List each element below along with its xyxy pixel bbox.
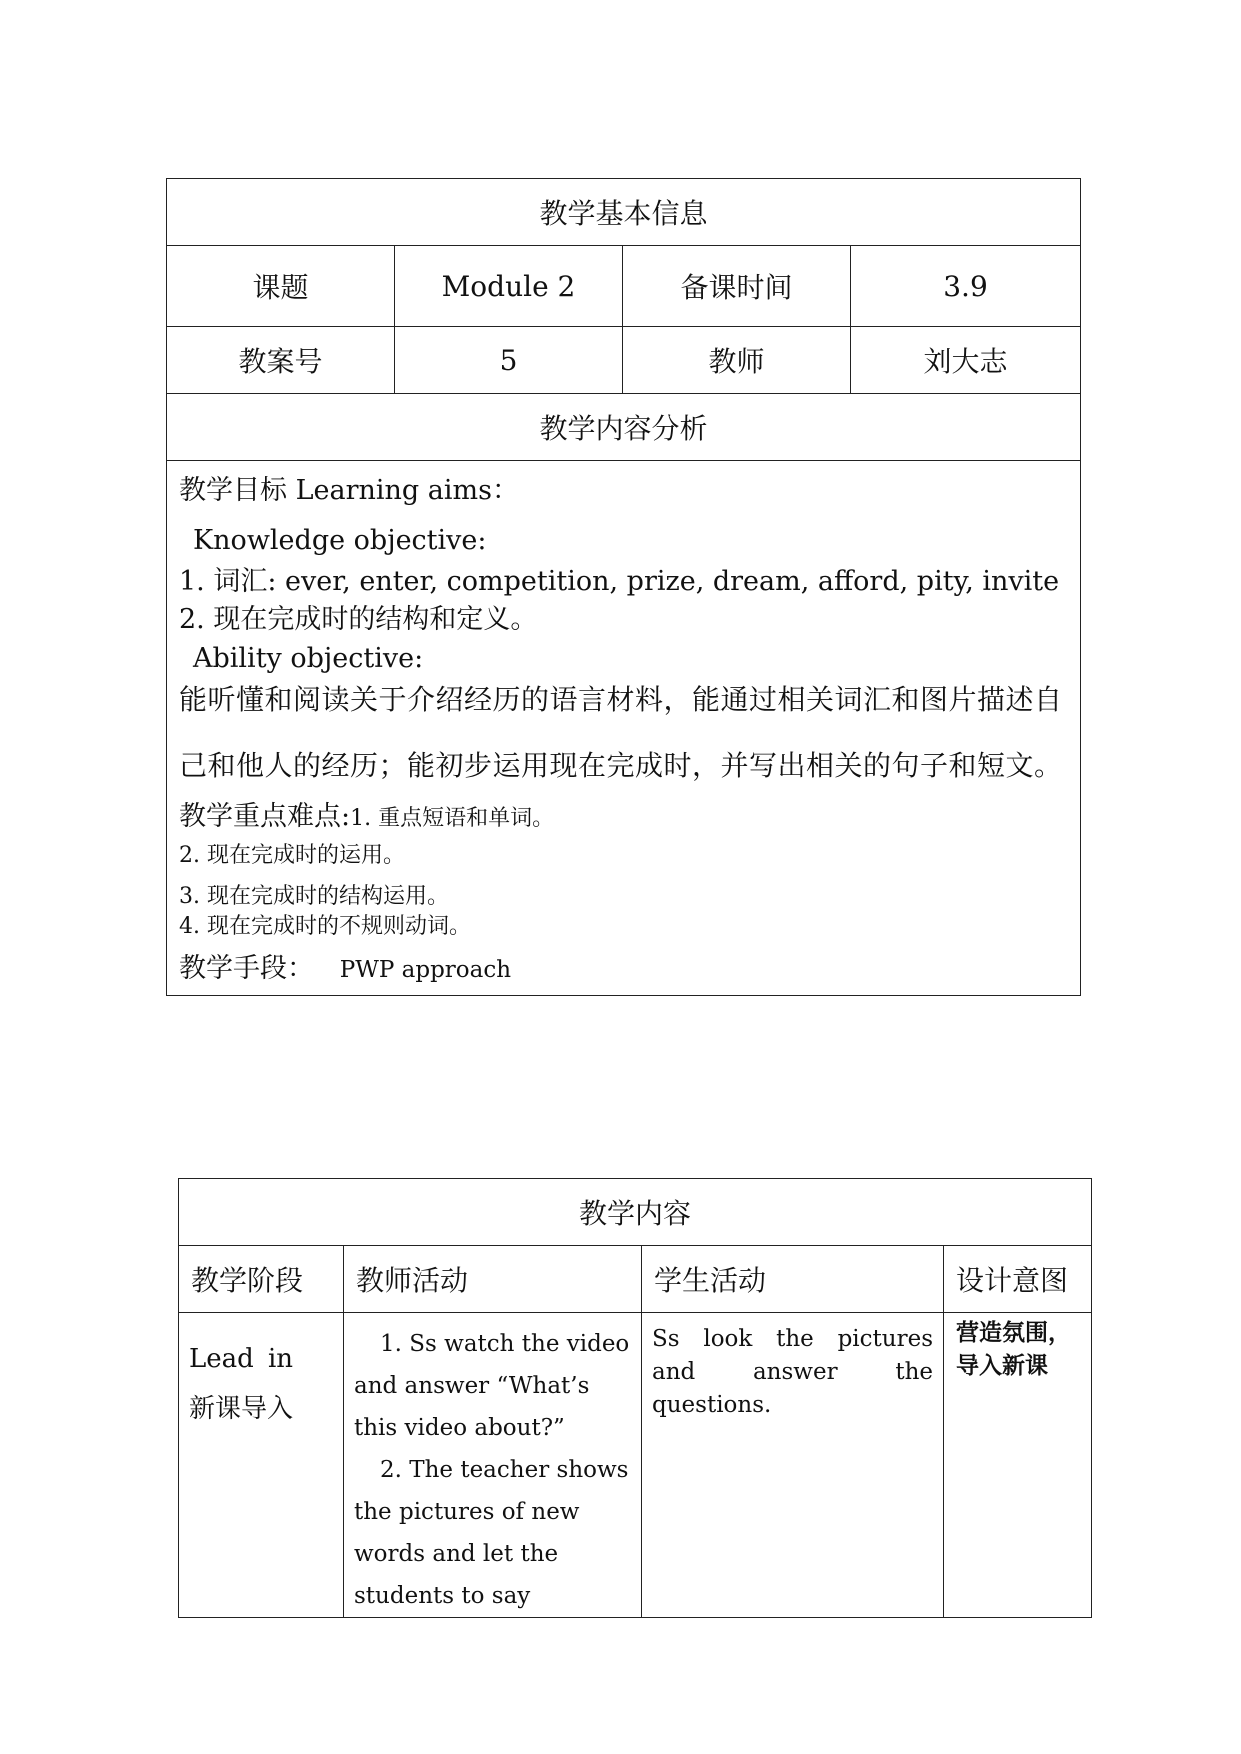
teacher-value: 刘大志 — [851, 327, 1081, 394]
objectives-cell — [167, 461, 1081, 996]
basic-info-table — [166, 178, 1081, 996]
teacher-activity-item: 1. Ss watch the video and answer “What’s this video about?” — [354, 1331, 630, 1441]
teacher-label: 教师 — [623, 327, 851, 394]
teacher-activity-cell — [344, 1313, 642, 1618]
teaching-content-table — [178, 1178, 1092, 1618]
method-label: 教学手段： — [179, 952, 314, 984]
table-row — [179, 1313, 1092, 1618]
method-line — [179, 953, 1068, 985]
design-intent-cell: 营造氛围，导入新课 — [944, 1313, 1092, 1618]
stage-en-word: in — [267, 1344, 293, 1374]
stage-cell — [179, 1313, 344, 1618]
teacher-activity-item: 2. The teacher shows the pictures of new words and let the students to say — [354, 1457, 629, 1609]
prep-time-value: 3.9 — [851, 246, 1081, 327]
knowledge-heading: Knowledge objective: — [193, 525, 487, 557]
key-point-item: 2. 现在完成时的运用。 — [179, 843, 405, 869]
key-points-label: 教学重点难点: — [179, 800, 351, 832]
ability-heading: Ability objective: — [193, 642, 424, 674]
stage-header: 教学阶段 — [179, 1246, 344, 1313]
design-intent-header: 设计意图 — [944, 1246, 1092, 1313]
stage-en-word: Lead — [189, 1344, 254, 1374]
teaching-content-title: 教学内容 — [179, 1179, 1092, 1246]
knowledge-item: 2. 现在完成时的结构和定义。 — [179, 604, 538, 636]
key-point-item: 4. 现在完成时的不规则动词。 — [179, 914, 471, 940]
topic-value: Module 2 — [395, 246, 623, 327]
aims-heading: 教学目标 Learning aims： — [179, 475, 519, 506]
method-value: PWP approach — [339, 956, 512, 983]
knowledge-item: 1. 词汇: ever, enter, competition, prize, dream, afford, pity, invite — [179, 565, 1060, 597]
ability-text: 能听懂和阅读关于介绍经历的语言材料，能通过相关词汇和图片描述自己和他人的经历；能初步运用现在完成时，并写出相关的句子和短文。 — [179, 682, 1063, 782]
student-activity-cell: Ss look the pictures and answer the questions. — [642, 1313, 944, 1618]
lesson-plan-no-value: 5 — [395, 327, 623, 394]
info-row-2 — [167, 327, 1081, 394]
column-headers — [179, 1246, 1092, 1313]
analysis-title: 教学内容分析 — [167, 394, 1081, 461]
key-points-line — [179, 801, 1068, 833]
basic-info-title: 教学基本信息 — [167, 179, 1081, 246]
student-activity-header: 学生活动 — [642, 1246, 944, 1313]
teacher-activity-header: 教师活动 — [344, 1246, 642, 1313]
key-point-item: 3. 现在完成时的结构运用。 — [179, 883, 449, 909]
info-row-1 — [167, 246, 1081, 327]
prep-time-label: 备课时间 — [623, 246, 851, 327]
stage-en — [189, 1341, 293, 1377]
topic-label: 课题 — [167, 246, 395, 327]
lesson-plan-no-label: 教案号 — [167, 327, 395, 394]
key-point-item: 1. 重点短语和单词。 — [350, 805, 555, 831]
stage-zh: 新课导入 — [189, 1394, 294, 1424]
